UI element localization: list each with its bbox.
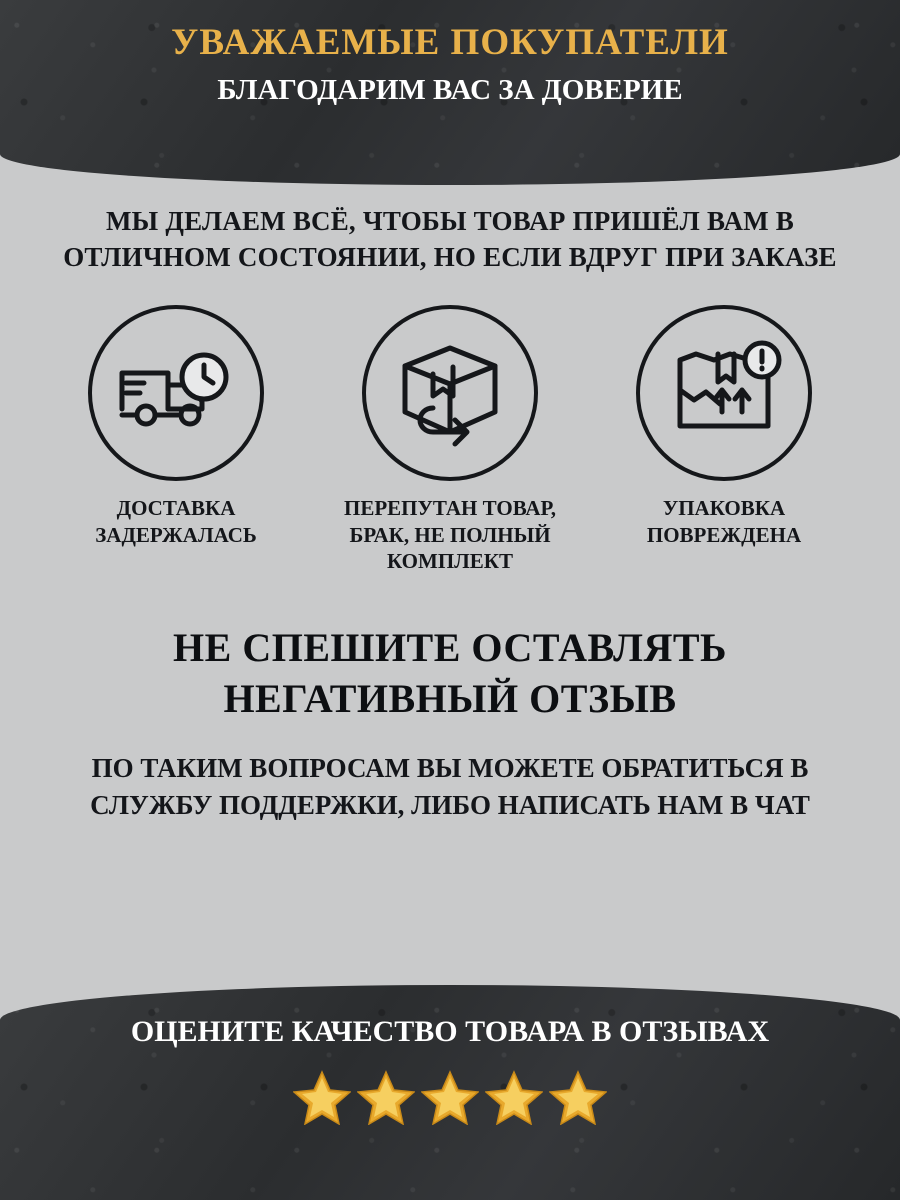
star-icon	[421, 1069, 479, 1125]
poster-header	[0, 0, 900, 185]
issue-item-damaged-package	[606, 305, 842, 548]
poster-footer	[0, 985, 900, 1200]
star-icon	[293, 1069, 351, 1125]
support-text: ПО ТАКИМ ВОПРОСАМ ВЫ МОЖЕТЕ ОБРАТИТЬСЯ В СЛУЖБУ ПОДДЕРЖКИ, ЛИБО НАПИСАТЬ НАМ В ЧАТ	[90, 753, 810, 820]
star-icon	[485, 1069, 543, 1125]
header-title: УВАЖАЕМЫЕ ПОКУПАТЕЛИ	[171, 22, 729, 63]
rating-stars	[0, 1069, 900, 1125]
issue-caption: ПЕРЕПУТАН ТОВАР, БРАК, НЕ ПОЛНЫЙ КОМПЛЕКТ	[344, 496, 556, 573]
poster-body	[0, 170, 900, 1000]
footer-title: ОЦЕНИТЕ КАЧЕСТВО ТОВАРА В ОТЗЫВАХ	[130, 1015, 770, 1048]
issues-row	[0, 305, 900, 574]
star-icon	[357, 1069, 415, 1125]
headline-text: НЕ СПЕШИТЕ ОСТАВЛЯТЬ НЕГАТИВНЫЙ ОТЗЫВ	[173, 625, 727, 722]
star-icon	[549, 1069, 607, 1125]
issue-item-wrong-or-defective	[332, 305, 568, 574]
box-return-arrow-icon	[362, 305, 538, 481]
intro-text: МЫ ДЕЛАЕМ ВСЁ, ЧТОБЫ ТОВАР ПРИШЁЛ ВАМ В ОТЛИЧНОМ СОСТОЯНИИ, НО ЕСЛИ ВДРУГ ПРИ ЗАКАЗЕ	[63, 206, 837, 272]
issue-caption: ДОСТАВКА ЗАДЕРЖАЛАСЬ	[95, 496, 257, 547]
issue-item-delivery-delayed	[58, 305, 294, 548]
delivery-truck-clock-icon	[88, 305, 264, 481]
damaged-package-icon	[636, 305, 812, 481]
issue-caption: УПАКОВКА ПОВРЕЖДЕНА	[646, 496, 802, 547]
header-subtitle: БЛАГОДАРИМ ВАС ЗА ДОВЕРИЕ	[217, 73, 683, 106]
